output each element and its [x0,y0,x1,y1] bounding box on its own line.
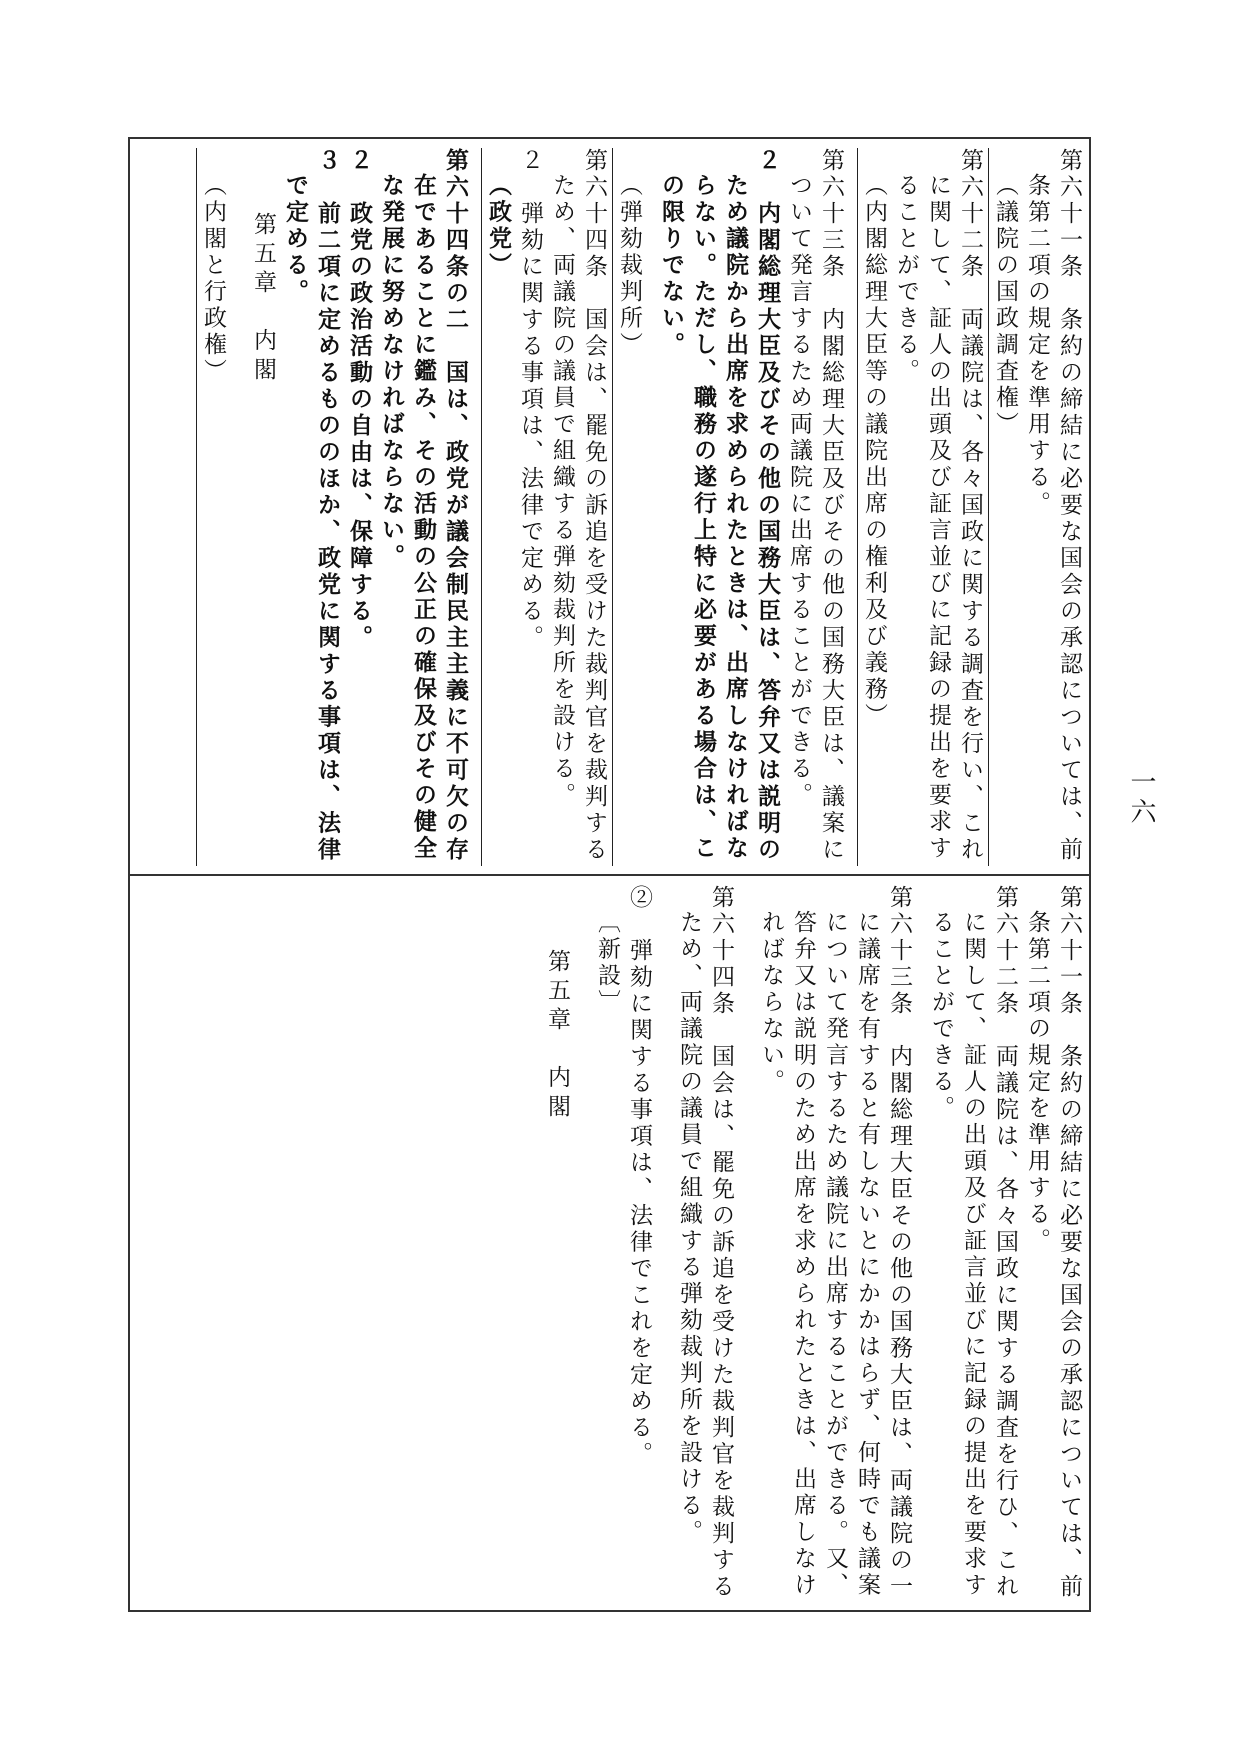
article-64-1-proposed: 第六十四条 国会は、罷免の訴追を受けた裁判官を裁判するため、両議院の議員で組織する弾劾裁判所を設ける。 [549,148,607,864]
heading-article-64-2: （政党） [481,148,514,866]
heading-article-64: （弾劾裁判所） [612,148,645,866]
article-63-2-proposed: ２ 内閣総理大臣及びその他の国務大臣は、答弁又は説明のため議院から出席を求められたときは、出席しなければならない。ただし、職務の遂行上特に必要がある場合は、この限りでない。 [658,148,780,864]
article-64-2-para-3: ３ 前二項に定めるもののほか、政党に関する事項は、法律で定める。 [282,148,340,864]
chapter-5-heading-proposed: 第五章 内閣 [250,212,276,387]
proposed-text-panel [140,148,1085,866]
article-63-current: 第六十三条 内閣総理大臣その他の国務大臣は、両議院の一に議席を有すると有しないとにかかはらず、何時でも議案について発言するため議院に出席することができる。又、答弁又は説明のため出席を求められたときは、出席しなければならない。 [758,885,912,1601]
chapter-5-heading-current: 第五章 内閣 [544,949,570,1124]
article-61-proposed: 第六十一条 条約の締結に必要な国会の承認については、前条第二項の規定を準用する。 [1024,148,1082,864]
article-64-1-current: 第六十四条 国会は、罷免の訴追を受けた裁判官を裁判するため、両議院の議員で組織する弾劾裁判所を設ける。 [676,885,734,1601]
table-divider [128,874,1091,876]
page-number: 一六 [1126,768,1156,828]
article-62-current: 第六十二条 両議院は、各々国政に関する調査を行ひ、これに関して、証人の出頭及び証言並びに記録の提出を要求することができる。 [928,885,1018,1601]
article-64-2-para-1: 第六十四条の二 国は、政党が議会制民主主義に不可欠の存在であることに鑑み、その活動の公正の確保及びその健全な発展に努めなければならない。 [378,148,468,864]
heading-article-65: （内閣と行政権） [196,148,229,866]
heading-article-63: （内閣総理大臣等の議院出席の権利及び義務） [857,148,890,866]
article-62-proposed: 第六十二条 両議院は、各々国政に関する調査を行い、これに関して、証人の出頭及び証言並びに記録の提出を要求することができる。 [893,148,983,864]
article-64-2-current: ② 弾劾に関する事項は、法律でこれを定める。 [626,885,652,1468]
article-61-current: 第六十一条 条約の締結に必要な国会の承認については、前条第二項の規定を準用する。 [1024,885,1082,1601]
article-64-2-proposed: ２ 弾劾に関する事項は、法律で定める。 [517,148,543,652]
current-text-panel [140,885,1085,1601]
new-provision-note: 〔新設〕 [594,910,620,1017]
article-64-2-para-2: ２ 政党の政治活動の自由は、保障する。 [346,148,372,652]
article-63-1-proposed: 第六十三条 内閣総理大臣及びその他の国務大臣は、議案について発言するため両議院に出席することができる。 [786,148,844,864]
heading-article-62: （議院の国政調査権） [988,148,1021,866]
